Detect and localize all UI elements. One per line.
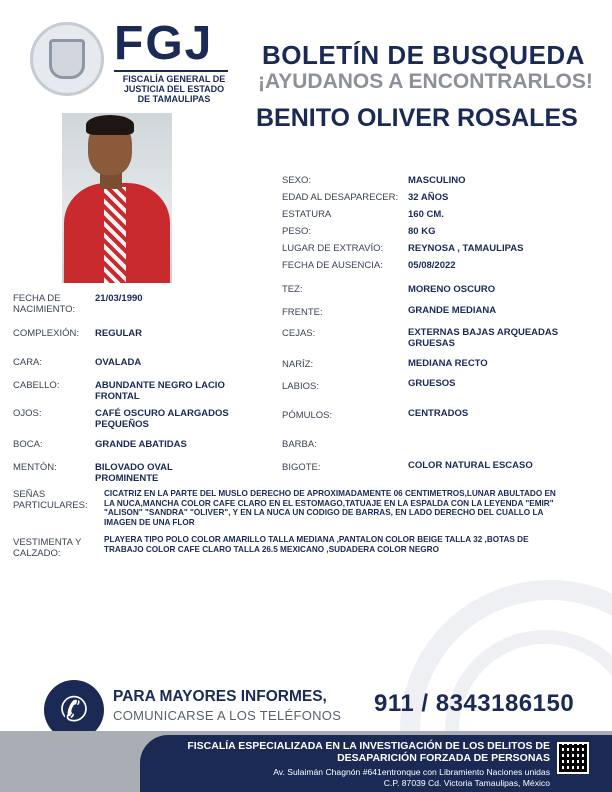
- age-value: 32 AÑOS: [408, 192, 449, 203]
- org-acronym: FGJ: [114, 17, 214, 70]
- org-name-line3: DE TAMAULIPAS: [137, 94, 211, 104]
- forehead-value: GRANDE MEDIANA: [408, 305, 497, 316]
- bulletin-title: BOLETÍN DE BUSQUEDA: [262, 40, 585, 70]
- complexion-label: TEZ:: [282, 284, 303, 295]
- marks-value: CICATRIZ EN LA PARTE DEL MUSLO DERECHO DE APROXIMADAMENTE 06 CENTIMETROS,LUNAR ABULTADO EN LA NUCA,MANCHA COLOR CAFE CLARO EN EL ESTOMAGO,TATUAJE EN LA ESPALDA CON LA LEYENDA "EMIR" "ALISON" "SANDRA" "OLIVER", Y EN LA NUCA UN CODIGO DE BARRAS, EN LADO DERECHO DEL CUALLO LA IMAGEN DE UNA FLOR: [104, 489, 556, 527]
- face-label: CARA:: [13, 357, 43, 368]
- bulletin-subtitle: ¡AYUDANOS A ENCONTRARLOS!: [258, 70, 593, 93]
- footer-line1: FISCALÍA ESPECIALIZADA EN LA INVESTIGACIÓN DE LOS DELITOS DE: [187, 740, 550, 752]
- location-label: LUGAR DE EXTRAVÍO:: [282, 243, 384, 254]
- phone-icon: ✆: [59, 691, 89, 729]
- build-label: COMPLEXIÓN:: [13, 328, 79, 339]
- hair-label: CABELLO:: [13, 380, 60, 391]
- nose-value: MEDIANA RECTO: [408, 358, 488, 369]
- logo-divider: [114, 70, 228, 72]
- eyes-value: CAFÉ OSCURO ALARGADOS PEQUEÑOS: [95, 408, 229, 430]
- org-name-line1: FISCALÍA GENERAL DE: [122, 74, 226, 84]
- clothing-value: PLAYERA TIPO POLO COLOR AMARILLO TALLA MEDIANA ,PANTALON COLOR BEIGE TALLA 32 ,BOTAS DE TRABAJO COLOR CAFE CLARO TALLA 26.5 MEXICANO ,SUDADERA COLOR NEGRO: [104, 535, 529, 554]
- sex-label: SEXO:: [282, 175, 312, 186]
- qr-code-icon[interactable]: [557, 742, 589, 774]
- birthdate-value: 21/03/1990: [95, 293, 143, 304]
- person-photo: [62, 113, 172, 283]
- eyes-label: OJOS:: [13, 408, 42, 419]
- absence-date-label: FECHA DE AUSENCIA:: [282, 260, 383, 271]
- birthdate-label: FECHA DE NACIMIENTO:: [13, 293, 76, 315]
- person-name: BENITO OLIVER ROSALES: [256, 104, 578, 132]
- height-label: ESTATURA: [282, 209, 332, 220]
- contact-phone[interactable]: 911 / 8343186150: [374, 690, 575, 717]
- marks-label: SEÑAS PARTICULARES:: [13, 489, 88, 511]
- absence-date-value: 05/08/2022: [408, 260, 456, 271]
- weight-value: 80 KG: [408, 226, 436, 237]
- state-seal-icon: [30, 22, 104, 96]
- weight-label: PESO:: [282, 226, 312, 237]
- height-value: 160 CM.: [408, 209, 444, 220]
- mustache-value: COLOR NATURAL ESCASO: [408, 460, 533, 471]
- lips-value: GRUESOS: [408, 378, 456, 389]
- complexion-value: MORENO OSCURO: [408, 284, 496, 295]
- hair-value: ABUNDANTE NEGRO LACIO FRONTAL: [95, 380, 225, 402]
- mouth-value: GRANDE ABATIDAS: [95, 439, 187, 450]
- nose-label: NARÍZ:: [282, 359, 314, 370]
- beard-label: BARBA:: [282, 439, 317, 450]
- cheekbones-label: PÓMULOS:: [282, 410, 333, 421]
- chin-value: BILOVADO OVAL PROMINENTE: [95, 462, 173, 484]
- footer-address: Av. Sulaimán Chagnón #641entronque con Libramiento Naciones unidas: [273, 767, 550, 777]
- mouth-label: BOCA:: [13, 439, 43, 450]
- lips-label: LABIOS:: [282, 381, 319, 392]
- location-value: REYNOSA , TAMAULIPAS: [408, 243, 524, 254]
- forehead-label: FRENTE:: [282, 307, 323, 318]
- cheekbones-value: CENTRADOS: [408, 408, 469, 419]
- age-label: EDAD AL DESAPARECER:: [282, 192, 399, 203]
- org-name-line2: JUSTICIA DEL ESTADO: [123, 84, 225, 94]
- contact-line2: COMUNICARSE A LOS TELÉFONOS: [113, 708, 342, 723]
- chin-label: MENTÓN:: [13, 462, 57, 473]
- eyebrows-value: EXTERNAS BAJAS ARQUEADAS GRUESAS: [408, 327, 559, 349]
- org-name: [114, 74, 234, 104]
- mustache-label: BIGOTE:: [282, 462, 321, 473]
- face-value: OVALADA: [95, 357, 142, 368]
- build-value: REGULAR: [95, 328, 142, 339]
- footer-city: C.P. 87039 Cd. Victoria Tamaulipas, México: [383, 778, 550, 788]
- contact-line1: PARA MAYORES INFORMES,: [113, 688, 327, 705]
- eyebrows-label: CEJAS:: [282, 328, 316, 339]
- clothing-label: VESTIMENTA Y CALZADO:: [13, 537, 82, 559]
- sex-value: MASCULINO: [408, 175, 466, 186]
- footer-line2: DESAPARICIÓN FORZADA DE PERSONAS: [337, 752, 550, 764]
